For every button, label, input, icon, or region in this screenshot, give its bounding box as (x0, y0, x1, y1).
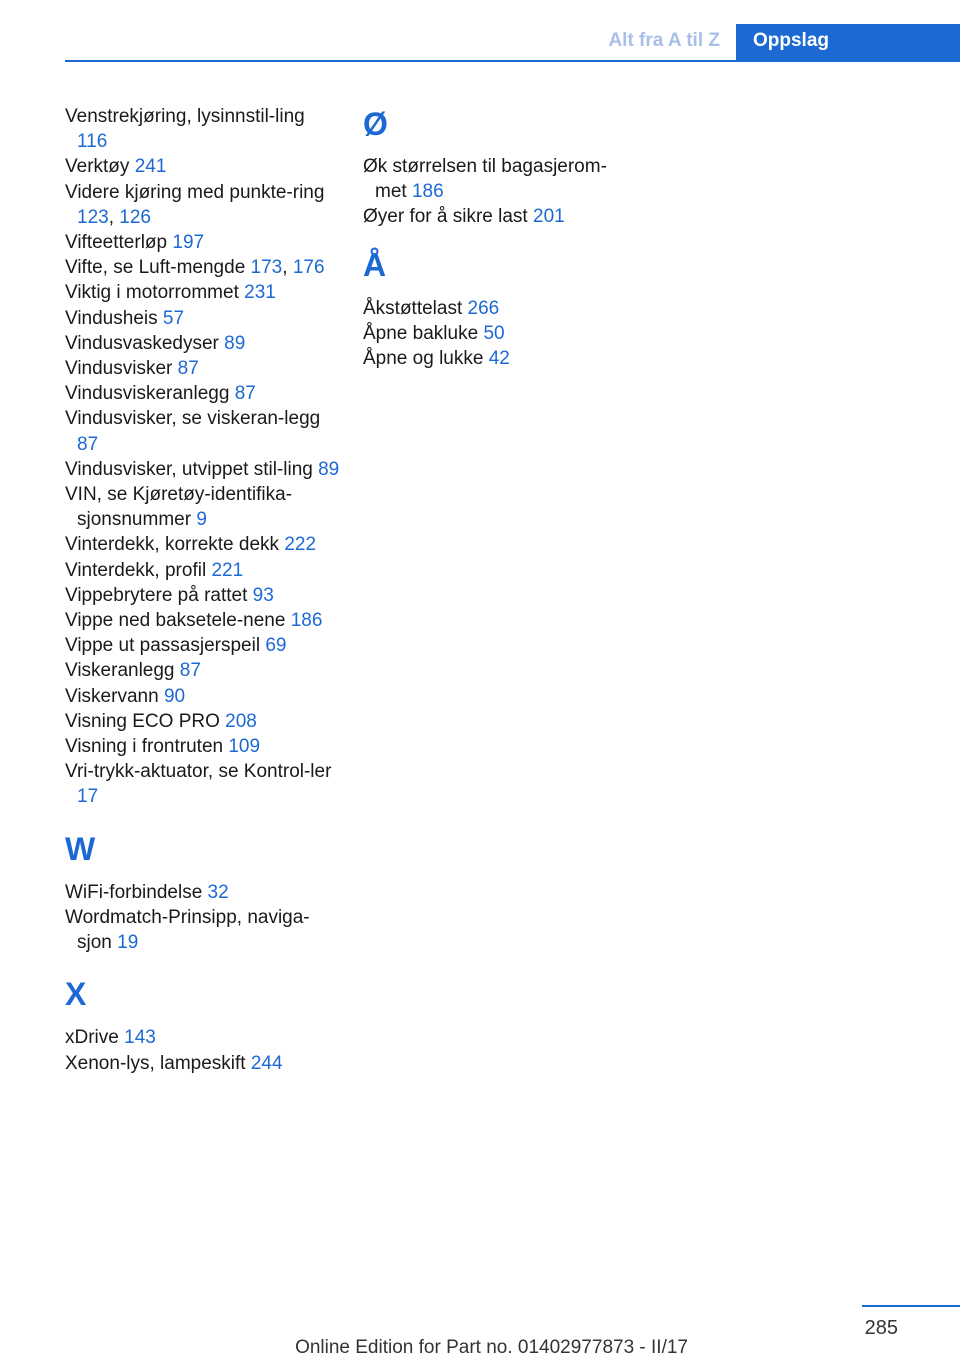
index-entry (65, 709, 340, 734)
index-entry (65, 759, 340, 809)
index-entry (65, 331, 340, 356)
index-entry (65, 306, 340, 331)
header-tab-label: Oppslag (736, 24, 960, 62)
letter-heading-oe: Ø (363, 106, 388, 142)
index-term: Øyer for å sikre last (363, 206, 528, 228)
entry-list (363, 154, 638, 230)
index-entry (65, 104, 340, 154)
page-reference-link[interactable]: 222 (284, 534, 317, 556)
index-entry (65, 608, 340, 633)
index-term: Vinterdekk, profil (65, 559, 207, 581)
index-term: Visning i frontruten (65, 736, 224, 758)
page-reference-link[interactable]: 50 (483, 322, 505, 344)
index-column-left (65, 104, 340, 1076)
letter-heading-x: X (65, 976, 87, 1013)
index-entry (65, 280, 340, 305)
index-term: Åpne og lukke (363, 348, 484, 370)
page-reference-link[interactable]: 176 (292, 257, 325, 279)
edition-footer: Online Edition for Part no. 01402977873 - II/17 (295, 1337, 688, 1358)
index-entry (65, 532, 340, 557)
index-entry (65, 1051, 340, 1076)
page-reference-link[interactable]: 89 (224, 332, 246, 354)
index-entry (363, 321, 638, 346)
index-column-right (363, 104, 638, 371)
page-reference-link[interactable]: 90 (163, 685, 186, 707)
index-term: Øk størrelsen til bagasjerom-met (363, 156, 607, 203)
index-entry (363, 154, 638, 204)
page-reference-link[interactable]: 123 (77, 206, 109, 228)
index-entry (65, 482, 340, 532)
index-term: Vindusheis (65, 307, 158, 329)
index-term: Vindusviskeranlegg (65, 383, 230, 405)
index-entry (65, 880, 340, 905)
page-reference-link[interactable]: 266 (467, 297, 500, 319)
index-entry (363, 346, 638, 371)
index-entry: Videre kjøring med punkte-ring 123, 126 (65, 181, 325, 228)
index-entry (65, 406, 340, 456)
page-reference-link[interactable]: 208 (225, 710, 257, 732)
index-entry (65, 658, 340, 683)
page-reference-link[interactable]: 143 (124, 1027, 156, 1049)
page-reference-link[interactable]: 201 (533, 206, 565, 228)
page-reference-link[interactable]: 93 (252, 584, 274, 606)
index-term: Vifteetterløp (65, 232, 168, 254)
page-reference-link[interactable]: 87 (179, 660, 201, 682)
letter-heading-w: W (65, 830, 96, 867)
header-rule (65, 60, 960, 62)
index-entry: Vifte, se Luft-mengde 173, 176 (65, 257, 325, 279)
index-term: xDrive (65, 1027, 119, 1049)
index-entry (65, 583, 340, 608)
page-reference-link[interactable]: 221 (211, 559, 244, 581)
index-entry (65, 154, 340, 179)
page-reference-link[interactable]: 19 (117, 932, 139, 954)
page-reference-link[interactable]: 32 (207, 881, 229, 903)
index-entry (65, 558, 340, 583)
index-term: Vindusvaskedyser (65, 332, 219, 354)
page-reference-link[interactable]: 87 (177, 358, 199, 380)
page-reference-link[interactable]: 197 (172, 232, 205, 254)
entry-list (65, 880, 340, 956)
index-term: Vifte, se Luft-mengde (65, 257, 246, 279)
page-reference-link[interactable]: 231 (244, 282, 276, 304)
index-term: Xenon-lys, lampeskift (65, 1052, 246, 1074)
entry-list (65, 104, 340, 810)
page-reference-link[interactable]: 9 (196, 509, 207, 531)
page-reference-link[interactable]: 186 (411, 181, 444, 203)
index-term: Viskervann (65, 685, 159, 707)
page-reference-link[interactable]: 126 (119, 206, 151, 228)
entry-list (65, 1025, 340, 1075)
page-reference-link[interactable]: 89 (318, 458, 340, 480)
index-term: Vippe ut passasjerspeil (65, 635, 261, 657)
footer-rule (862, 1305, 960, 1307)
index-term: Venstrekjøring, lysinnstil-ling (65, 106, 305, 127)
index-term: Videre kjøring med punkte-ring (65, 181, 325, 203)
page-reference-link[interactable]: 116 (77, 131, 108, 153)
index-entry (65, 684, 340, 709)
page-reference-link[interactable]: 173 (250, 257, 283, 279)
index-term: Viktig i motorrommet (65, 282, 239, 304)
index-term: Åpne bakluke (363, 322, 479, 344)
page-reference-link[interactable]: 87 (77, 433, 99, 455)
index-entry (363, 296, 638, 321)
page-reference-link[interactable]: 57 (162, 307, 185, 329)
index-term: Vindusvisker, utvippet stil-ling (65, 458, 313, 480)
page-reference-link[interactable]: 109 (228, 736, 261, 758)
page-reference-link[interactable]: 42 (488, 348, 510, 370)
page-reference-link[interactable]: 17 (77, 786, 99, 808)
index-term: Vinterdekk, korrekte dekk (65, 534, 280, 556)
index-term: Wordmatch-Prinsipp, naviga-sjon (65, 906, 310, 954)
index-term: Vippebrytere på rattet (65, 584, 248, 606)
index-term: Verktøy (65, 156, 130, 178)
index-entry (363, 204, 638, 229)
index-term: Vippe ned baksetele-nene (65, 610, 286, 632)
index-entry (65, 356, 340, 381)
index-entry (65, 633, 340, 658)
entry-list (363, 296, 638, 372)
page-reference-link[interactable]: 87 (234, 383, 256, 405)
page-reference-link[interactable]: 244 (250, 1052, 283, 1074)
index-entry (65, 230, 340, 255)
index-entry (65, 381, 340, 406)
index-term: Vri-trykk-aktuator, se Kontrol-ler (65, 761, 332, 783)
index-entry (65, 734, 340, 759)
header-section-title: Alt fra A til Z (608, 30, 720, 51)
index-term: WiFi-forbindelse (65, 881, 203, 903)
index-entry (65, 1025, 340, 1050)
index-entry (65, 905, 340, 955)
page-reference-link[interactable]: 241 (134, 156, 167, 178)
page-reference-link[interactable]: 186 (290, 610, 323, 632)
index-entry (65, 457, 340, 482)
index-term: Åkstøttelast (363, 297, 463, 319)
letter-heading-aa: Å (363, 246, 387, 283)
index-term: Visning ECO PRO (65, 710, 220, 732)
index-term: Viskeranlegg (65, 660, 175, 682)
page-reference-link[interactable]: 69 (265, 635, 287, 657)
index-term: VIN, se Kjøretøy-identifika-sjonsnummer (65, 484, 292, 531)
page-number: 285 (864, 1317, 898, 1339)
index-term: Vindusvisker, se viskeran-legg (65, 408, 321, 430)
index-term: Vindusvisker (65, 358, 173, 380)
